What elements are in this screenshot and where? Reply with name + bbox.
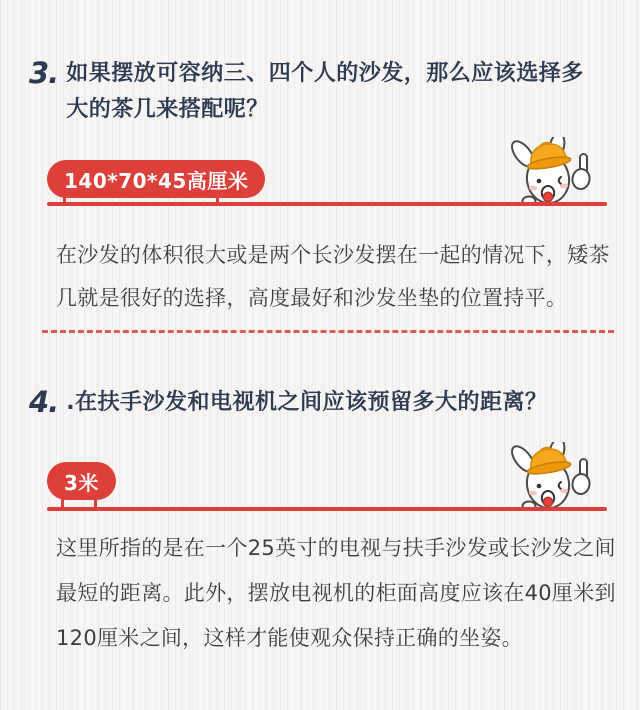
question-4-title: [29, 385, 548, 421]
answer-4-paragraph: [56, 526, 616, 661]
red-baseline-q4: [47, 507, 607, 511]
answer-4-line-2: 最短的距离。此外，摆放电视机的柜面高度应该在40厘米到: [56, 581, 616, 605]
answer-3-line-2: 几就是很好的选择，高度最好和沙发坐垫的位置持平。: [56, 286, 568, 310]
dashed-divider: [42, 330, 614, 333]
question-3-title: [29, 56, 584, 128]
dimension-badge-q3: 140*70*45高厘米: [47, 160, 265, 198]
rabbit-hardhat-mascot-icon: [502, 137, 602, 205]
answer-3-paragraph: [56, 234, 616, 320]
answer-4-line-3: 120厘米之间，这样才能使观众保持正确的坐姿。: [56, 626, 523, 650]
answer-4-line-1: 这里所指的是在一个25英寸的电视与扶手沙发或长沙发之间: [56, 536, 616, 560]
red-baseline-q3: [47, 202, 607, 206]
rabbit-hardhat-mascot-icon: [502, 442, 602, 510]
answer-3-line-1: 在沙发的体积很大或是两个长沙发摆在一起的情况下，矮茶: [56, 243, 610, 267]
question-3-number: 3.: [29, 56, 59, 90]
question-3-text-line-1: 如果摆放可容纳三、四个人的沙发，那么应该选择多: [66, 61, 584, 86]
question-4-text-line-1: .在扶手沙发和电视机之间应该预留多大的距离？: [66, 390, 548, 415]
question-4-number: 4.: [29, 385, 59, 419]
question-3-text-line-2: 大的茶几来搭配呢？: [66, 97, 269, 122]
question-4-text: [66, 385, 547, 421]
question-3-text: [66, 56, 584, 128]
distance-badge-q4: 3米: [47, 462, 116, 500]
